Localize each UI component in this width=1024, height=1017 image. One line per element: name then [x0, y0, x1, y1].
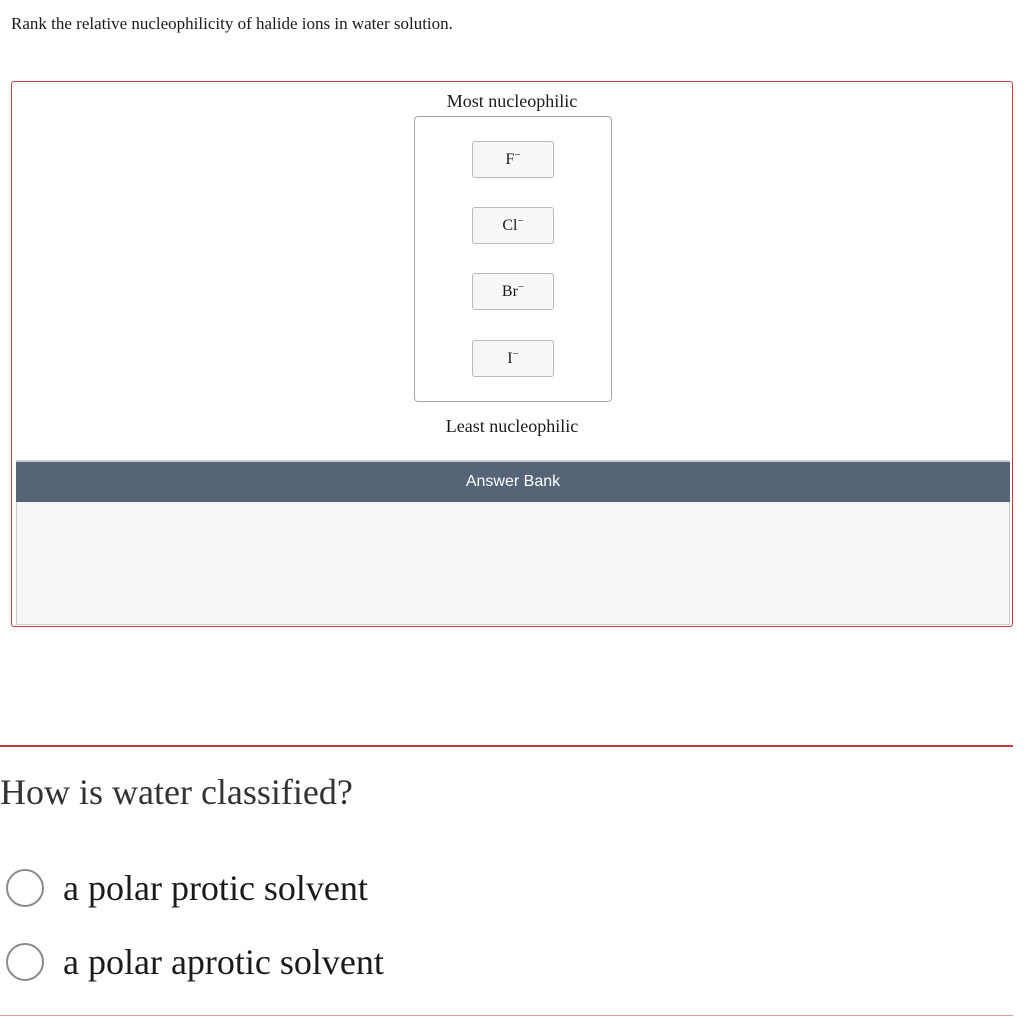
tile-fluoride[interactable] [472, 141, 554, 178]
tile-bromide[interactable] [472, 273, 554, 310]
question2-text: How is water classified? [0, 772, 353, 812]
answer-bank-area[interactable] [16, 502, 1010, 625]
tile-chloride[interactable] [472, 207, 554, 244]
option-polar-aprotic[interactable] [6, 940, 384, 984]
tile-fluoride-charge: − [514, 149, 521, 161]
tile-chloride-label: Cl [502, 217, 518, 234]
most-nucleophilic-label: Most nucleophilic [446, 91, 578, 111]
ranking-drop-zone[interactable] [414, 116, 612, 402]
tile-bromide-label: Br [501, 283, 518, 300]
option-label: a polar protic solvent [63, 868, 368, 908]
radio-button[interactable] [6, 943, 44, 981]
ranking-panel [11, 81, 1013, 627]
option-polar-protic[interactable] [6, 866, 368, 910]
radio-button[interactable] [6, 869, 44, 907]
bottom-divider [0, 1015, 1013, 1016]
answer-bank-header: Answer Bank [16, 460, 1010, 502]
tile-iodide-charge: − [512, 348, 519, 360]
option-label: a polar aprotic solvent [63, 942, 384, 982]
question-prompt: Rank the relative nucleophilicity of halide ions in water solution. [11, 14, 453, 33]
tile-iodide[interactable] [472, 340, 554, 377]
tile-chloride-charge: − [517, 215, 524, 227]
least-nucleophilic-label: Least nucleophilic [445, 416, 579, 436]
tile-bromide-charge: − [517, 281, 525, 293]
section-divider [0, 745, 1013, 747]
tile-iodide-label: I [507, 350, 513, 367]
tile-fluoride-label: F [505, 151, 515, 168]
